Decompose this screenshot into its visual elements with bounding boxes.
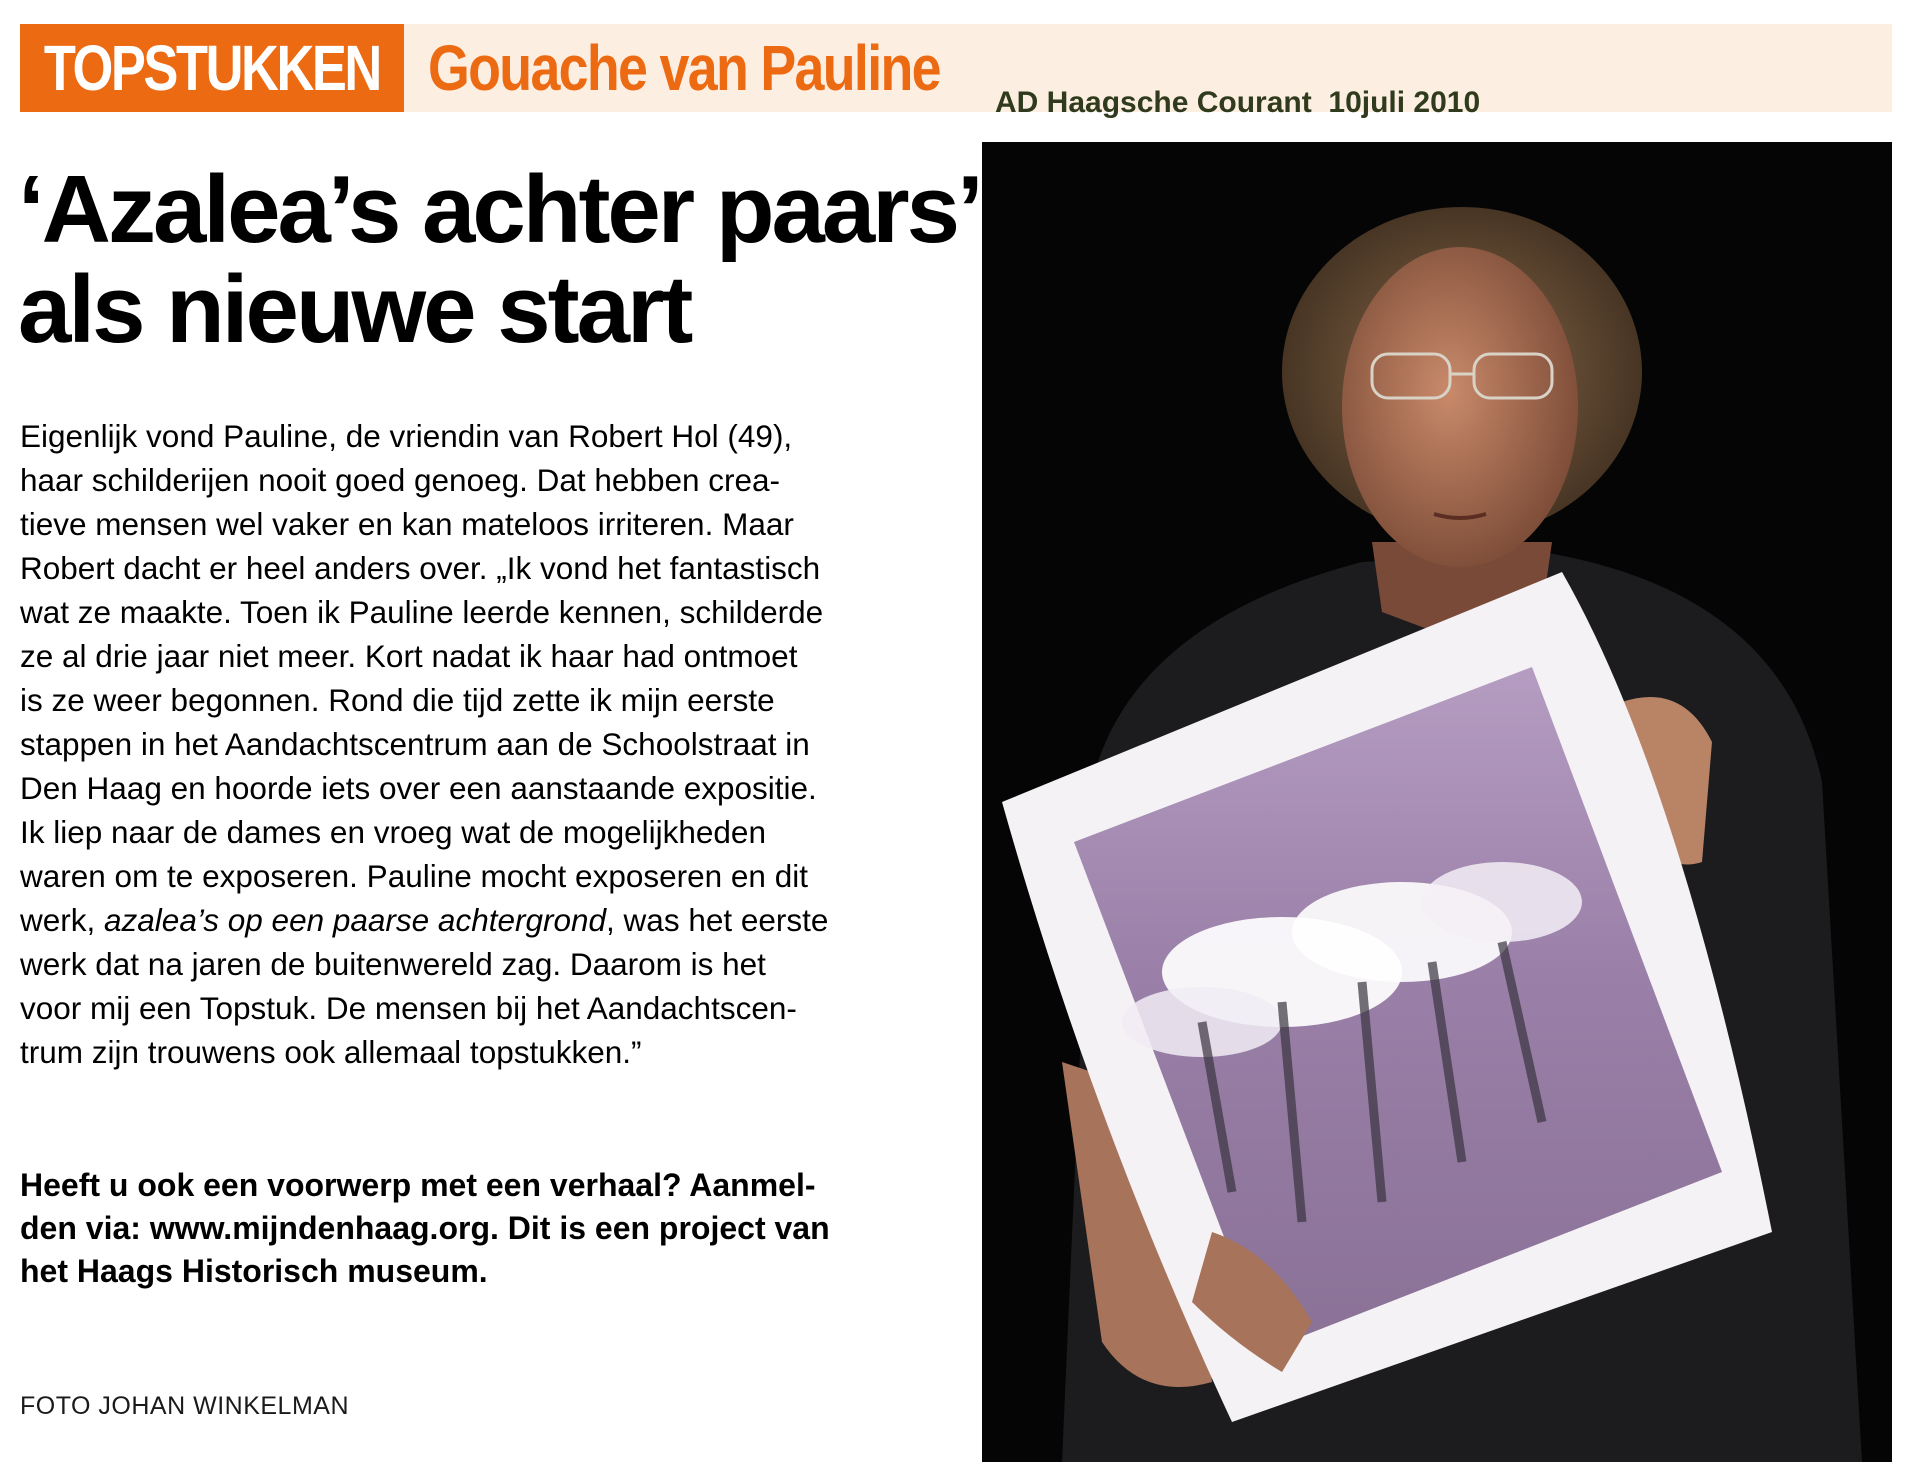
portrait-photo — [982, 142, 1892, 1462]
callout-line: den via: www.mijndenhaag.org. Dit is een project van — [20, 1210, 830, 1246]
callout-line: Heeft u ook een voorwerp met een verhaal? Aanmel- — [20, 1167, 816, 1203]
body-line: is ze weer begonnen. Rond die tijd zette ik mijn eerste — [20, 682, 775, 718]
body-line: werk dat na jaren de buitenwereld zag. Daarom is het — [20, 946, 766, 982]
section-label: TOPSTUKKEN — [44, 32, 380, 104]
body-line-with-title — [20, 898, 980, 942]
photo-credit: FOTO JOHAN WINKELMAN — [20, 1392, 350, 1420]
headline-line: als nieuwe start — [18, 256, 691, 363]
headline — [18, 156, 981, 363]
portrait-illustration — [982, 142, 1892, 1462]
body-text-segment: werk, — [20, 902, 105, 938]
body-line: Ik liep naar de dames en vroeg wat de mogelijkheden — [20, 814, 766, 850]
publication-source: AD Haagsche Courant 10juli 2010 — [995, 86, 1481, 119]
section-label-box — [20, 24, 404, 112]
article-subject: Gouache van Pauline — [428, 32, 940, 104]
body-line: waren om te exposeren. Pauline mocht exposeren en dit — [20, 858, 808, 894]
body-line: Den Haag en hoorde iets over een aanstaande expositie. — [20, 770, 817, 806]
call-to-action — [20, 1164, 980, 1293]
body-line: Eigenlijk vond Pauline, de vriendin van Robert Hol (49), — [20, 418, 793, 454]
body-line: wat ze maakte. Toen ik Pauline leerde kennen, schilderde — [20, 594, 824, 630]
body-line: voor mij een Topstuk. De mensen bij het Aandachtscen- — [20, 990, 797, 1026]
body-text-segment: , was het eerste — [606, 902, 829, 938]
body-line: ze al drie jaar niet meer. Kort nadat ik haar had ontmoet — [20, 638, 798, 674]
article-body — [20, 414, 980, 1074]
callout-line: het Haags Historisch museum. — [20, 1253, 488, 1289]
body-line: stappen in het Aandachtscentrum aan de Schoolstraat in — [20, 726, 810, 762]
body-line: tieve mensen wel vaker en kan mateloos irriteren. Maar — [20, 506, 794, 542]
headline-line: ‘Azalea’s achter paars’ — [18, 156, 981, 263]
body-line: haar schilderijen nooit goed genoeg. Dat hebben crea- — [20, 462, 781, 498]
body-line: trum zijn trouwens ook allemaal topstukken.” — [20, 1034, 642, 1070]
body-line: Robert dacht er heel anders over. „Ik vond het fantastisch — [20, 550, 821, 586]
artwork-title: azalea’s op een paarse achtergrond — [104, 902, 607, 938]
